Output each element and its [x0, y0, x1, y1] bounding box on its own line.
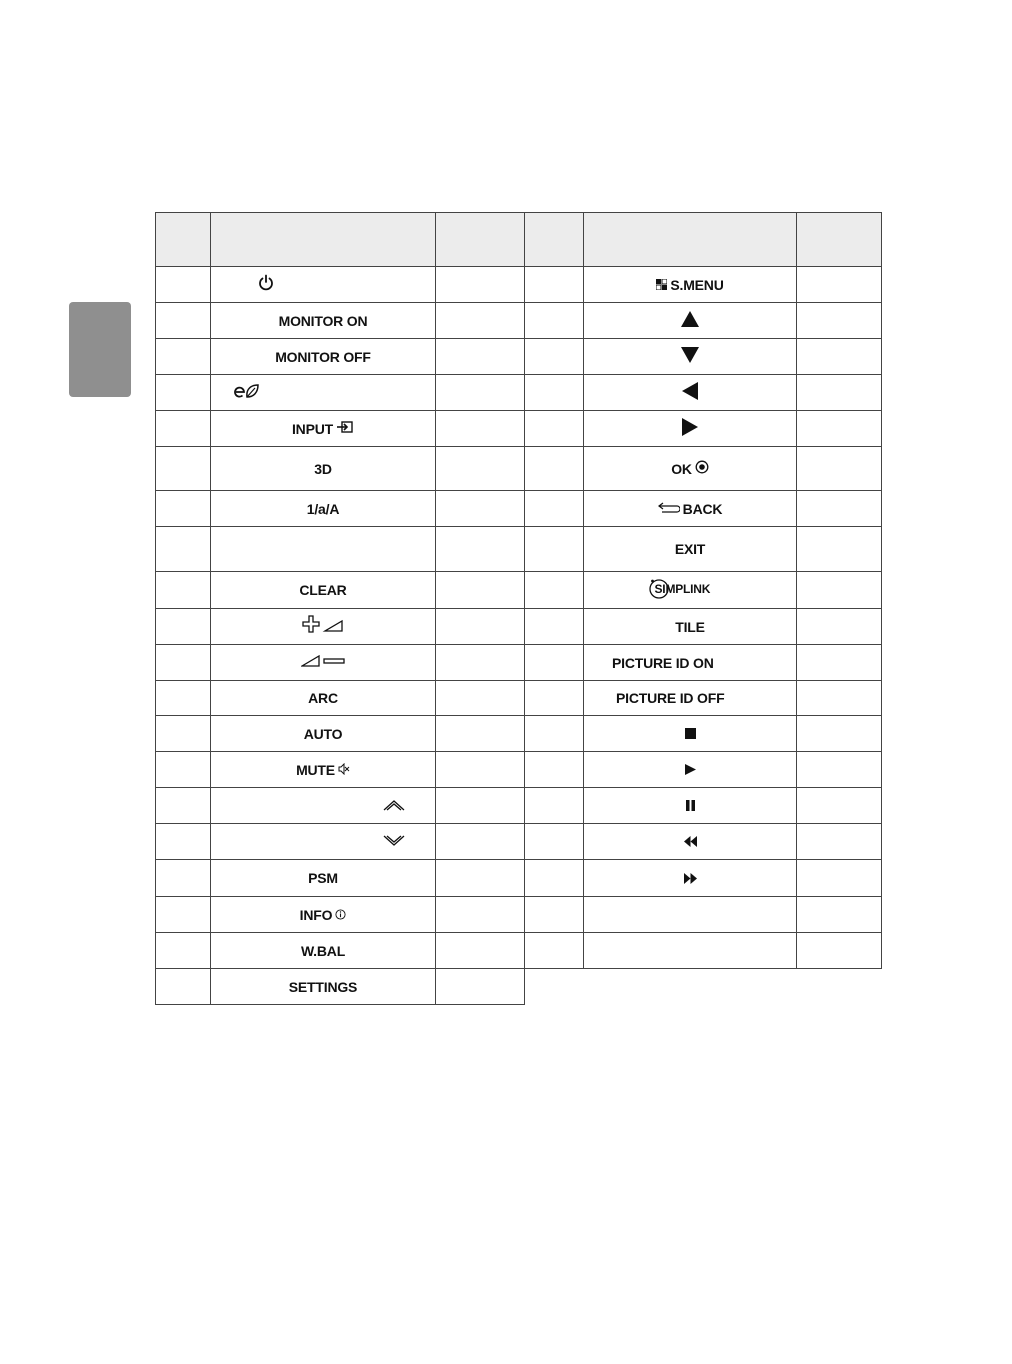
key-back: BACK — [682, 500, 723, 517]
table-row — [525, 375, 882, 411]
channel-down-icon — [383, 834, 405, 850]
table-row — [525, 752, 882, 788]
table-row — [525, 527, 882, 572]
key-picture-id-on: PICTURE ID ON — [612, 654, 714, 671]
channel-up-icon — [383, 798, 405, 814]
ok-icon — [695, 460, 709, 477]
remote-keys-table-right — [524, 212, 882, 969]
table-row — [156, 375, 525, 411]
simplink-logo-text: SIMPLINK — [654, 581, 711, 596]
table-row — [156, 969, 525, 1005]
key-monitor-off: MONITOR OFF — [275, 348, 371, 365]
table-row — [525, 860, 882, 897]
key-picture-id-off: PICTURE ID OFF — [616, 690, 725, 706]
table-row — [156, 339, 525, 375]
table-row — [156, 491, 525, 527]
table-row — [525, 411, 882, 447]
pause-icon — [686, 798, 695, 814]
key-wbal: W.BAL — [300, 942, 346, 959]
play-icon — [685, 762, 696, 778]
smenu-icon — [656, 277, 667, 293]
table-row — [525, 447, 882, 491]
volume-down-icon — [301, 654, 345, 671]
energy-saving-icon — [234, 383, 260, 402]
table-row — [156, 609, 525, 645]
volume-up-icon — [302, 615, 344, 638]
key-input: INPUT — [291, 420, 333, 437]
table-row — [525, 491, 882, 527]
table-row — [156, 267, 525, 303]
mute-icon — [338, 762, 350, 778]
key-clear: CLEAR — [299, 582, 347, 598]
table-row — [156, 303, 525, 339]
table-row — [525, 609, 882, 645]
key-psm: PSM — [308, 870, 338, 886]
table-row — [156, 897, 525, 933]
simplink-logo — [648, 578, 732, 603]
key-tile: TILE — [675, 618, 705, 635]
back-icon — [658, 501, 680, 517]
table-row — [156, 681, 525, 716]
section-tab — [69, 302, 131, 397]
rewind-icon — [684, 834, 697, 850]
table-row — [156, 527, 525, 572]
arrow-left-icon — [682, 382, 698, 403]
key-mute: MUTE — [296, 761, 335, 778]
table-row — [156, 447, 525, 491]
remote-keys-table-left — [155, 212, 525, 1005]
key-settings: SETTINGS — [288, 978, 358, 995]
table-row — [525, 681, 882, 716]
stop-icon — [685, 726, 696, 742]
table-row — [525, 267, 882, 303]
table-row — [525, 572, 882, 609]
table-row — [525, 897, 882, 933]
key-exit: EXIT — [674, 541, 706, 557]
table-header-row — [156, 213, 525, 267]
table-row — [525, 303, 882, 339]
table-row — [525, 716, 882, 752]
arrow-down-icon — [681, 347, 699, 366]
fast-forward-icon — [684, 871, 697, 887]
table-row — [525, 339, 882, 375]
table-row — [156, 824, 525, 860]
table-row — [156, 716, 525, 752]
table-row — [156, 933, 525, 969]
key-auto: AUTO — [303, 725, 343, 742]
key-monitor-on: MONITOR ON — [278, 312, 368, 329]
arrow-right-icon — [682, 418, 698, 439]
table-row — [156, 860, 525, 897]
table-row — [156, 411, 525, 447]
table-row — [156, 788, 525, 824]
table-row — [156, 645, 525, 681]
power-icon — [258, 274, 274, 295]
arrow-up-icon — [681, 311, 699, 330]
input-icon — [336, 420, 354, 437]
table-row — [525, 788, 882, 824]
table-row — [156, 572, 525, 609]
key-3d: 3D — [314, 460, 332, 477]
table-row — [525, 933, 882, 969]
table-row — [156, 752, 525, 788]
table-header-row — [525, 213, 882, 267]
table-row — [525, 645, 882, 681]
key-smenu: S.MENU — [670, 276, 724, 293]
key-info: INFO — [299, 906, 333, 923]
key-1aA: 1/a/A — [306, 500, 340, 517]
key-arc: ARC — [308, 690, 338, 706]
key-ok: OK — [671, 460, 692, 477]
table-row — [525, 824, 882, 860]
info-icon — [335, 907, 346, 923]
